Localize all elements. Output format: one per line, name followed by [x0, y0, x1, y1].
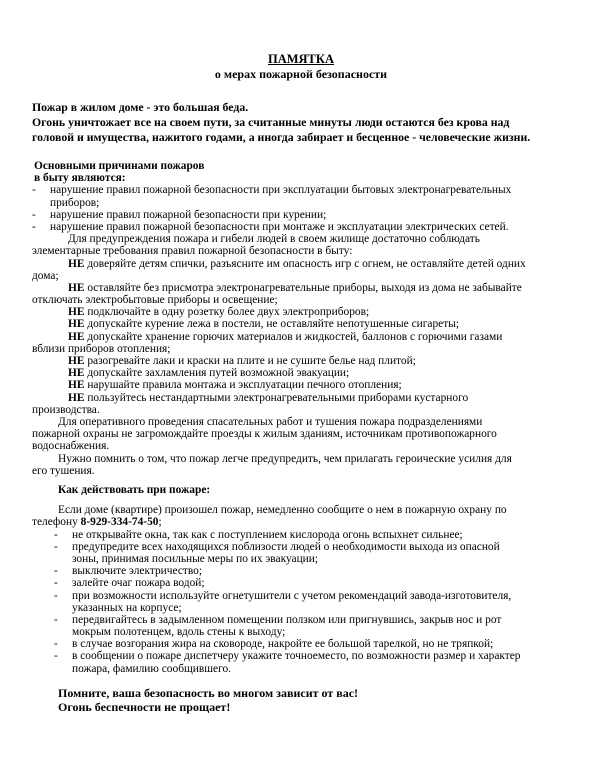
prevention-text: Нужно помнить о том, что пожар легче предупредить, чем прилагать героические усилия для [58, 452, 512, 465]
list-item-text: выключите электричество; [72, 565, 203, 578]
prevention-text: элементарные требования правил пожарной безопасности в быту: [32, 245, 353, 258]
intro-line: Огонь уничтожает все на своем пути, за считанные минуты люди остаются без крова над [32, 115, 510, 129]
ne-prefix: НЕ [68, 306, 85, 319]
bullet-dash: - [54, 613, 58, 626]
prevention-list [32, 233, 584, 477]
closing-line: Помните, ваша безопасность во многом зависит от вас! [58, 686, 359, 700]
list-item-text: зоны, принимая посильные меры по их эвакуации; [72, 552, 319, 565]
list-item-text: мокрым полотенцем, вдоль стены к выходу; [72, 626, 286, 639]
action-list [32, 529, 584, 675]
prevention-text: Для оперативного проведения спасательных работ и тушения пожара подразделениями [58, 415, 483, 428]
bullet-dash: - [54, 528, 58, 541]
prevention-line [32, 453, 584, 465]
prevention-text: оставляйте без присмотра электронагревательные приборы, выходя из дома не забывайте [84, 281, 522, 294]
list-item-text: нарушение правил пожарной безопасности при эксплуатации бытовых электронагревательных [50, 184, 512, 197]
action-item [32, 626, 584, 638]
bullet-dash: - [54, 577, 58, 590]
prevention-text: Для предупреждения пожара и гибели людей в своем жилище достаточно соблюдать [68, 233, 480, 246]
prevention-line [32, 258, 584, 270]
list-item-text: пожара, фамилию сообщившего. [72, 662, 232, 675]
document-subtitle: о мерах пожарной безопасности [214, 67, 388, 81]
prevention-text: его тушения. [32, 464, 95, 477]
list-item-text: указанных на корпусе; [72, 601, 182, 614]
list-item-text: в случае возгорания жира на сковороде, накройте ее большой тарелкой, но не тряпкой; [72, 638, 494, 651]
list-item-text: нарушение правил пожарной безопасности при курении; [50, 208, 327, 221]
prevention-text: пожарной охраны не загромождайте проезды к жилым зданиям, источникам противопожарного [32, 428, 497, 441]
phone-suffix: ; [158, 516, 162, 529]
bullet-dash: - [32, 184, 36, 197]
document-title: ПАМЯТКА [267, 52, 334, 66]
intro-line: головой и имущества, нажитого годами, а иногда забирает и бесценное - человеческие жизни. [32, 130, 531, 144]
closing-line: Огонь беспечности не прощает! [58, 700, 231, 714]
bullet-dash: - [54, 589, 58, 602]
cause-item [32, 197, 584, 209]
cause-item [32, 184, 584, 196]
closing-remark [32, 686, 584, 714]
action-item [32, 565, 584, 577]
list-item-text: передвигайтесь в задымленном помещении ползком или пригнувшись, закрыв нос и рот [72, 613, 502, 626]
prevention-line [32, 245, 584, 257]
prevention-line [32, 270, 584, 282]
fire-phone-number: 8-929-334-74-50 [80, 516, 159, 529]
prevention-text: допускайте курение лежа в постели, не оставляйте непотушенные сигареты; [84, 318, 459, 331]
prevention-text: нарушайте правила монтажа и эксплуатации печного отопления; [84, 379, 402, 392]
list-item-text: приборов; [50, 196, 100, 209]
prevention-text: водоснабжения. [32, 440, 110, 453]
prevention-line [32, 318, 584, 330]
bullet-dash: - [54, 638, 58, 651]
prevention-text: дома; [32, 269, 59, 282]
action-item [32, 529, 584, 541]
action-section [32, 484, 584, 675]
prevention-line [32, 392, 584, 404]
prevention-text: допускайте захламления путей возможной эвакуации; [84, 367, 350, 380]
ne-prefix: НЕ [68, 318, 85, 331]
prevention-text: вблизи приборов отопления; [32, 342, 171, 355]
prevention-line [32, 465, 584, 477]
cause-item [32, 221, 584, 233]
causes-section [32, 160, 584, 477]
prevention-line [32, 282, 584, 294]
list-item-text: в сообщении о пожаре диспетчеру укажите точноеместо, по возможности размер и характер [72, 650, 521, 663]
action-heading: Как действовать при пожаре: [58, 484, 211, 496]
prevention-text: разогревайте лаки и краски на плите и не сушите белье над плитой; [84, 355, 416, 367]
action-item [32, 663, 584, 675]
prevention-text: допускайте хранение горючих материалов и жидкостей, баллонов с горючими газами [84, 330, 503, 343]
bullet-dash: - [54, 540, 58, 553]
prevention-line [32, 416, 584, 428]
action-item [32, 638, 584, 650]
bullet-dash: - [32, 220, 36, 233]
causes-heading: в быту являются: [34, 172, 126, 185]
intro-paragraph [32, 100, 584, 145]
prevention-line [32, 379, 584, 391]
ne-prefix: НЕ [68, 379, 85, 392]
prevention-line [32, 355, 584, 367]
prevention-line [32, 404, 584, 416]
prevention-line [32, 440, 584, 452]
ne-prefix: НЕ [68, 257, 85, 270]
intro-line: Пожар в жилом доме - это большая беда. [32, 100, 249, 114]
prevention-line [32, 331, 584, 343]
list-item-text: предупредите всех находящихся поблизости людей о необходимости выхода из опасной [72, 540, 500, 553]
causes-list [32, 184, 584, 233]
prevention-text: доверяйте детям спички, разъясните им опасность игр с огнем, не оставляйте детей одних [84, 257, 526, 270]
ne-prefix: НЕ [68, 391, 85, 404]
ne-prefix: НЕ [68, 355, 85, 367]
action-lead-line [32, 516, 584, 528]
bullet-dash: - [54, 565, 58, 578]
action-item [32, 590, 584, 602]
bullet-dash: - [54, 650, 58, 663]
action-item [32, 602, 584, 614]
action-item [32, 541, 584, 553]
causes-heading: Основными причинами пожаров [34, 160, 205, 172]
list-item-text: не открывайте окна, так как с поступлением кислорода огонь вспыхнет сильнее; [72, 528, 463, 541]
prevention-line [32, 343, 584, 355]
prevention-line [32, 233, 584, 245]
prevention-line [32, 367, 584, 379]
list-item-text: нарушение правил пожарной безопасности при монтаже и эксплуатации электрических сетей. [50, 220, 509, 233]
phone-label: телефону [32, 516, 81, 529]
prevention-text: пользуйтесь нестандартными электронагревательными приборами кустарного [84, 391, 469, 404]
ne-prefix: НЕ [68, 281, 85, 294]
prevention-line [32, 428, 584, 440]
action-item [32, 577, 584, 589]
cause-item [32, 209, 584, 221]
prevention-line [32, 306, 584, 318]
prevention-text: подключайте в одну розетку более двух электроприборов; [84, 306, 370, 319]
action-lead-line: Если доме (квартире) произошел пожар, немедленно сообщите о нем в пожарную охрану по [58, 504, 507, 517]
action-item [32, 614, 584, 626]
action-item [32, 650, 584, 662]
ne-prefix: НЕ [68, 367, 85, 380]
action-item [32, 553, 584, 565]
prevention-line [32, 294, 584, 306]
prevention-text: отключать электробытовые приборы и освещение; [32, 294, 278, 307]
ne-prefix: НЕ [68, 330, 85, 343]
list-item-text: при возможности используйте огнетушители с учетом рекомендаций завода-изготовителя, [72, 589, 512, 602]
prevention-text: производства. [32, 403, 100, 416]
bullet-dash: - [32, 208, 36, 221]
list-item-text: залейте очаг пожара водой; [72, 577, 205, 590]
